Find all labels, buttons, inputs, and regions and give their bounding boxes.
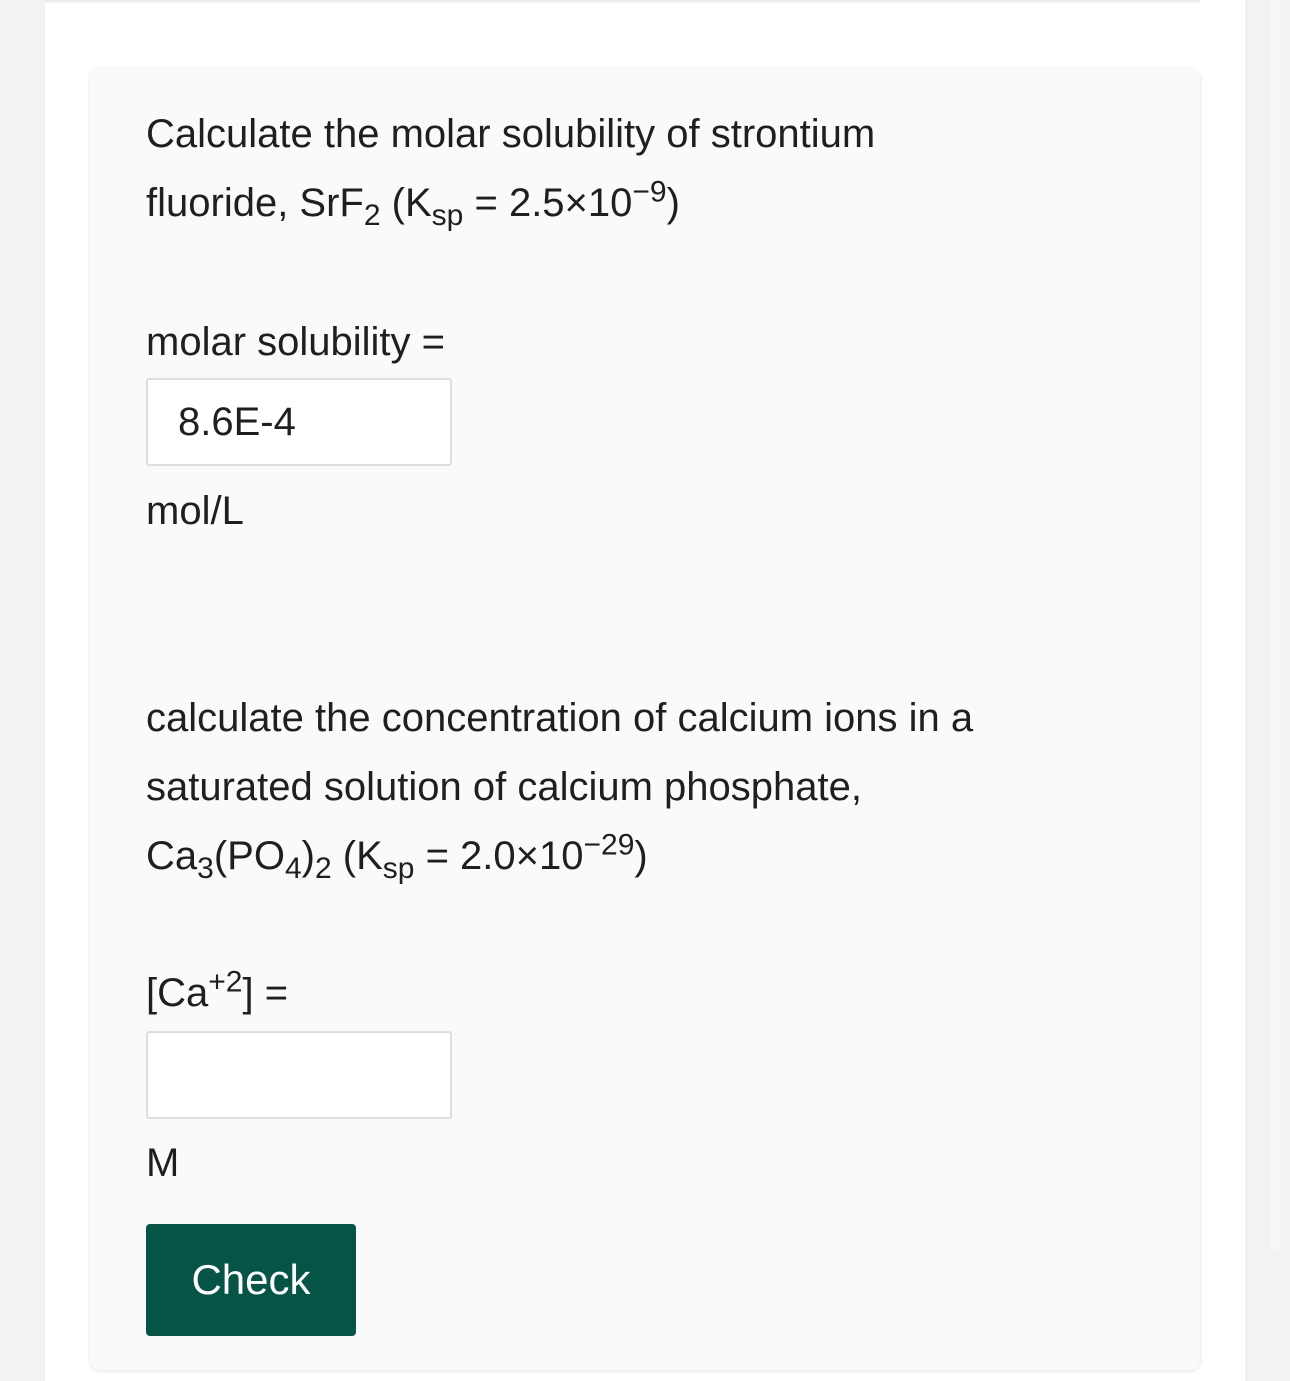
ca-label-suffix: ] = (242, 971, 289, 1015)
check-button[interactable]: Check (146, 1224, 356, 1336)
calcium-concentration-label (146, 965, 289, 1018)
question-1-prompt (146, 100, 1146, 238)
formula-close: ) (301, 834, 315, 878)
calcium-concentration-input[interactable] (146, 1031, 452, 1119)
ksp-value: = 2.5×10 (463, 181, 633, 225)
ca-label-prefix: [Ca (146, 971, 209, 1015)
ksp-subscript-2: sp (382, 852, 415, 885)
ksp-subscript: sp (431, 199, 464, 232)
question-1-line-2: fluoride, SrF (146, 181, 364, 225)
question-2-prompt (146, 684, 1146, 891)
formula-subscript: 2 (363, 199, 381, 232)
formula-close-subscript: 2 (314, 852, 332, 885)
ksp-close: ) (666, 181, 680, 225)
molar-solubility-label: molar solubility = (146, 320, 446, 364)
formula-po: (PO (213, 834, 285, 878)
ksp-exponent-2: −29 (583, 828, 635, 862)
formula-po-subscript: 4 (284, 852, 302, 885)
calcium-concentration-unit: M (146, 1141, 180, 1185)
molar-solubility-unit: mol/L (146, 489, 244, 533)
molar-solubility-input[interactable] (146, 378, 452, 466)
ksp-value-2: = 2.0×10 (414, 834, 584, 878)
question-2-line-1: calculate the concentration of calcium ions in a (146, 696, 974, 740)
ca-charge: +2 (208, 965, 243, 999)
formula-ca: Ca (146, 834, 198, 878)
ksp-exponent: −9 (632, 175, 667, 209)
ksp-close-2: ) (634, 834, 648, 878)
top-divider (45, 0, 1200, 4)
ksp-open: (K (380, 181, 432, 225)
question-2-line-2: saturated solution of calcium phosphate, (146, 765, 862, 809)
question-1-line-1: Calculate the molar solubility of strontium (146, 112, 876, 156)
formula-ca-subscript: 3 (197, 852, 214, 885)
ksp-open-2: (K (331, 834, 383, 878)
scrollbar-track[interactable] (1270, 0, 1280, 1250)
question-card (90, 68, 1200, 1370)
